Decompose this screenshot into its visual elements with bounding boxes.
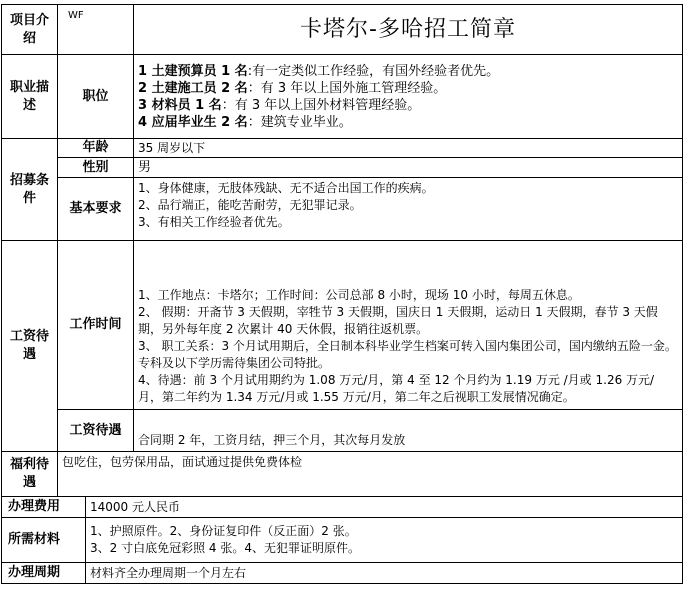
position-item <box>138 114 678 131</box>
requirement-item: 3、有相关工作经验者优先。 <box>138 215 290 229</box>
worktime-line: 4、待遇：前 3 个月试用期约为 1.08 万元/月，第 4 至 12 个月约为 1.19 万元 /月或 1.26 万元/月，第二年约为 1.34 万元/月或 1.55 万元/月，第二年之后视职工发展情况确定。 <box>138 373 655 404</box>
pay-value: 合同期 2 年，工资月结，押三个月，其次每月发放 <box>134 410 683 452</box>
position-item <box>138 97 678 114</box>
materials-row <box>2 518 683 563</box>
worktime-line: 2、 假期：开斋节 3 天假期，宰牲节 3 天假期，国庆日 1 天假期，运动日 1 天假期，春节 3 天假期，另外每年度 2 次累计 40 天休假，报销往返机票。 <box>138 305 658 336</box>
gender-row <box>2 158 683 178</box>
welfare-value: 包吃住，包劳保用品，面试通过提供免费体检 <box>58 452 683 497</box>
welfare-row <box>2 452 683 497</box>
recruit-conditions-label: 招募条件 <box>2 139 58 241</box>
position-desc: ：有 3 年以上国外材料管理经验。 <box>221 97 421 113</box>
page-title: 卡塔尔-多哈招工简章 <box>134 5 683 55</box>
age-value: 35 周岁以下 <box>134 139 683 158</box>
position-desc: ：建筑专业毕业。 <box>247 114 352 130</box>
worktime-line: 1、工作地点：卡塔尔；工作时间：公司总部 8 小时，现场 10 小时，每周五休息。 <box>138 288 580 302</box>
age-label: 年龄 <box>58 139 134 158</box>
position-label: 职位 <box>58 55 134 139</box>
requirement-item: 2、品行端正，能吃苦耐劳，无犯罪记录。 <box>138 198 362 212</box>
fee-label: 办理费用 <box>2 497 86 518</box>
job-description-row <box>2 55 683 139</box>
position-name: 3 材料员 1 名 <box>138 97 222 113</box>
worktime-row <box>2 241 683 410</box>
position-name: 1 土建预算员 1 名 <box>138 63 248 79</box>
gender-label: 性别 <box>58 158 134 178</box>
position-desc: ：有 3 年以上国外施工管理经验。 <box>247 80 447 96</box>
fee-value: 14000 元人民币 <box>86 497 683 518</box>
project-code: WF <box>58 5 134 55</box>
salary-section-label: 工资待遇 <box>2 241 58 452</box>
requirements-row <box>2 178 683 241</box>
period-label: 办理周期 <box>2 563 86 584</box>
position-name: 2 土建施工员 2 名 <box>138 80 248 96</box>
materials-list <box>86 518 683 563</box>
worktime-details <box>134 241 683 410</box>
position-item <box>138 80 678 97</box>
gender-value: 男 <box>134 158 683 178</box>
job-description-label: 职业描述 <box>2 55 58 139</box>
materials-line: 3、2 寸白底免冠彩照 4 张。4、无犯罪证明原件。 <box>90 541 360 555</box>
worktime-label: 工作时间 <box>58 241 134 410</box>
recruitment-table <box>1 4 683 584</box>
period-row <box>2 563 683 584</box>
requirement-item: 1、身体健康，无肢体残缺、无不适合出国工作的疾病。 <box>138 181 434 195</box>
welfare-label: 福利待遇 <box>2 452 58 497</box>
position-name: 4 应届毕业生 2 名 <box>138 114 248 130</box>
age-row <box>2 139 683 158</box>
requirements-list <box>134 178 683 241</box>
header-row <box>2 5 683 55</box>
period-value: 材料齐全办理周期一个月左右 <box>86 563 683 584</box>
materials-line: 1、护照原件。2、身份证复印件（反正面）2 张。 <box>90 524 357 538</box>
worktime-line: 3、 职工关系：3 个月试用期后，全日制本科毕业学生档案可转入国内集团公司，国内缴纳五险一金。专科及以下学历需待集团公司特批。 <box>138 339 677 370</box>
basic-requirements-label: 基本要求 <box>58 178 134 241</box>
pay-label: 工资待遇 <box>58 410 134 452</box>
materials-label: 所需材料 <box>2 518 86 563</box>
position-item <box>138 63 678 80</box>
position-desc: :有一定类似工作经验，有国外经验者优先。 <box>247 63 500 79</box>
positions-list <box>134 55 683 139</box>
project-intro-label: 项目介绍 <box>2 5 58 55</box>
pay-row <box>2 410 683 452</box>
fee-row <box>2 497 683 518</box>
